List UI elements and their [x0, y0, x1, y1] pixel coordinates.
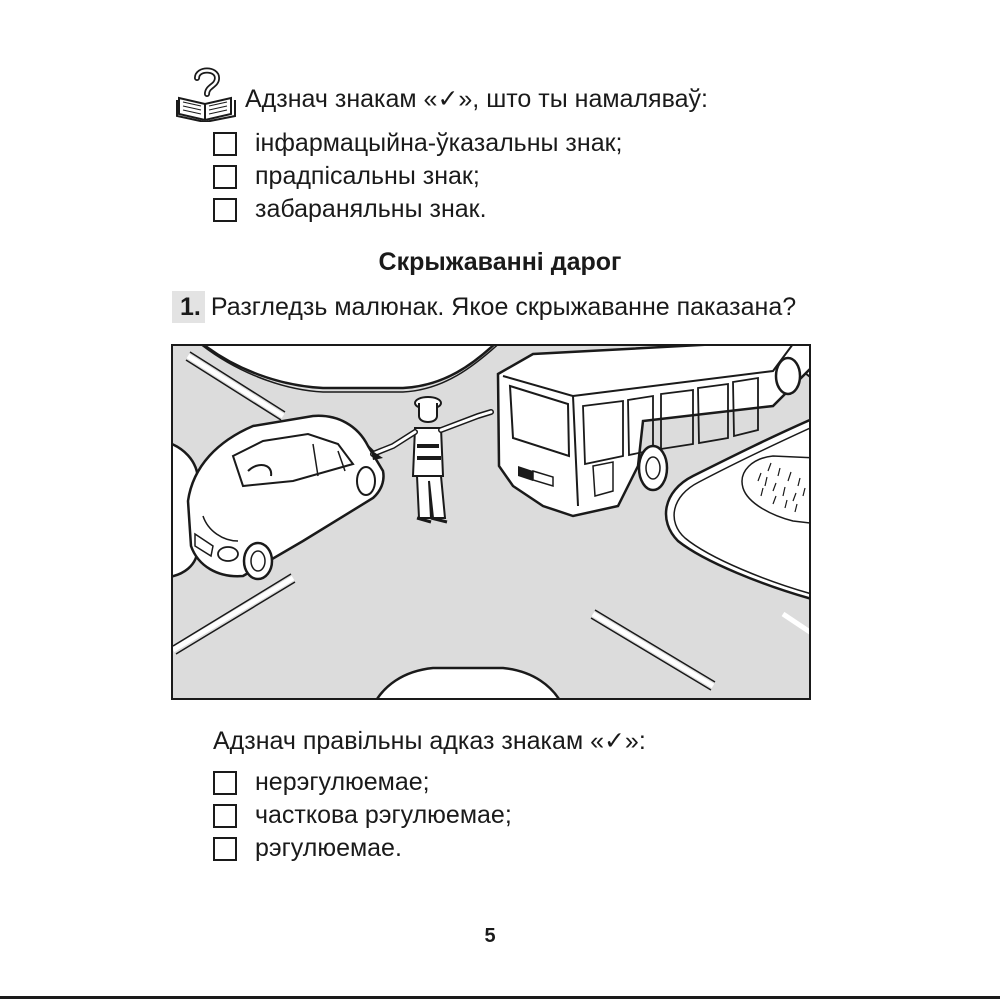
question-1-options: [213, 127, 622, 226]
book-question-icon: [175, 64, 237, 122]
checkbox[interactable]: [213, 837, 237, 861]
option-label: нерэгулюемае;: [255, 768, 430, 796]
option-label: забараняльны знак.: [255, 195, 487, 223]
question-2-prompt: Адзнач правільны адказ знакам «✓»:: [213, 727, 646, 755]
option-item[interactable]: [213, 799, 512, 832]
checkbox[interactable]: [213, 804, 237, 828]
option-label: прадпісальны знак;: [255, 162, 480, 190]
page-number: 5: [484, 925, 496, 947]
task-text: Разгледзь малюнак. Якое скрыжаванне паказана?: [210, 292, 797, 321]
section-title: Скрыжаванні дарог: [378, 248, 622, 276]
checkbox[interactable]: [213, 165, 237, 189]
checkbox[interactable]: [213, 771, 237, 795]
option-label: часткова рэгулюемае;: [255, 801, 512, 829]
page-bottom-rule: [0, 996, 1000, 999]
intersection-drawing: [173, 346, 809, 698]
option-item[interactable]: [213, 127, 622, 160]
intersection-illustration: [171, 344, 811, 700]
option-item[interactable]: [213, 193, 622, 226]
option-item[interactable]: [213, 160, 622, 193]
task-number: 1.: [172, 291, 205, 323]
task-1: [172, 290, 796, 324]
option-label: інфармацыйна-ўказальны знак;: [255, 129, 623, 157]
question-2-options: [213, 766, 512, 865]
option-label: рэгулюемае.: [255, 834, 402, 862]
checkbox[interactable]: [213, 198, 237, 222]
question-1-prompt: Адзнач знакам «✓», што ты намаляваў:: [245, 85, 708, 113]
question-1: [175, 64, 815, 134]
option-item[interactable]: [213, 766, 512, 799]
checkbox[interactable]: [213, 132, 237, 156]
option-item[interactable]: [213, 832, 512, 865]
